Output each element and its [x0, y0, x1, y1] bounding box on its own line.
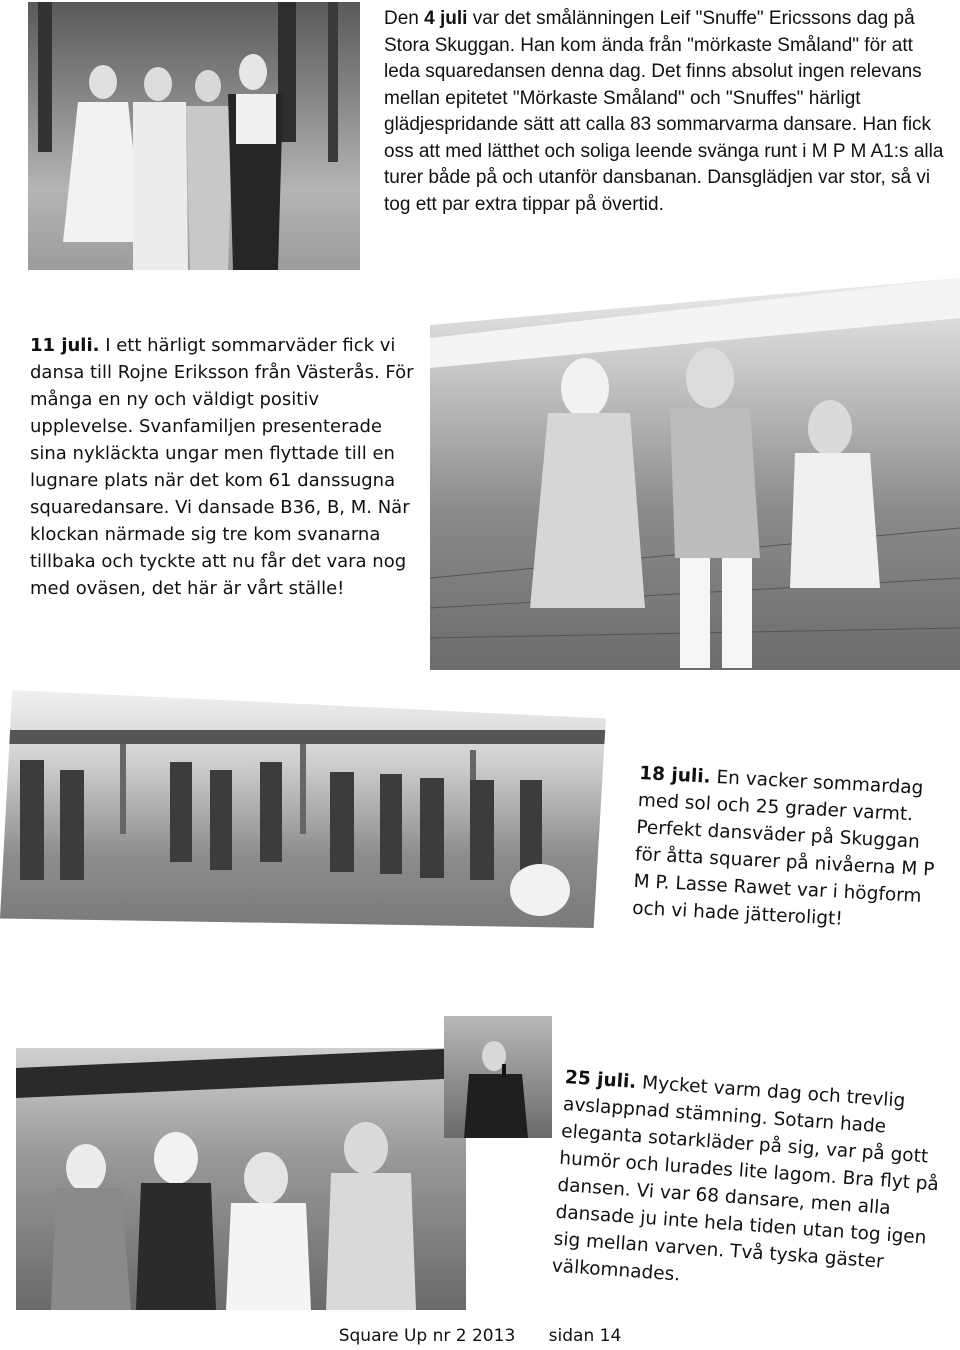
- footer-magazine-issue: Square Up nr 2 2013: [338, 1326, 516, 1346]
- section-18-juli-text: [632, 760, 940, 937]
- section-18-juli-body: En vacker sommardag med sol och 25 grader varmt. Perfekt dansväder på Skuggan för åtta squarer på nivåerna M P M P. Lasse Rawet var i högform och vi hade jätteroligt!: [631, 766, 935, 930]
- footer-page-number: sidan 14: [548, 1326, 622, 1346]
- section-4-juli-text: [384, 6, 944, 218]
- photo-dancers-circle: [0, 690, 612, 928]
- section-4-juli-pre: Den: [384, 8, 425, 29]
- section-25-juli-text: [551, 1064, 955, 1307]
- section-4-juli-date: 4 juli: [424, 8, 468, 29]
- page-footer: [0, 1326, 960, 1346]
- section-11-juli-text: [30, 332, 420, 602]
- photo-dancers-pavilion: [430, 278, 960, 670]
- section-25-juli-date: 25 juli.: [564, 1066, 638, 1093]
- section-11-juli-body: I ett härligt sommarväder fick vi dansa till Rojne Eriksson från Västerås. För många en ny och väldigt positiv upplevelse. Svanfamiljen presenterade sina nykläckta ungar men flyttade till en lugnare plats när det kom 61 danssugna squaredansare. Vi dansade B36, B, M. När klockan närmade sig tre kom svanarna tillbaka och tyckte att nu får det vara nog med oväsen, det här är vårt ställe!: [30, 335, 414, 599]
- photo-caller-microphone: [444, 1016, 552, 1138]
- section-25-juli-body: Mycket varm dag och trevlig avslappnad stämning. Sotarn hade eleganta sotarkläder på sig, var på gott humör och lurades lite lagom. Bra flyt på dansen. Vi var 68 dansare, men alla dansade ju inte hela tiden utan tog igen sig mellan varven. Två tyska gäster välkomnades.: [551, 1071, 940, 1286]
- section-18-juli-date: 18 juli.: [638, 762, 712, 788]
- section-11-juli-date: 11 juli.: [30, 335, 100, 356]
- photo-group-portrait: [28, 2, 360, 270]
- photo-crowd-dancing: [16, 1048, 466, 1310]
- section-4-juli-body: var det smålänningen Leif "Snuffe" Ericssons dag på Stora Skuggan. Han kom ända från "mörkaste Småland" för att leda squaredansen denna dag. Det finns absolut ingen relevans mellan epitetet "Mörkaste Småland" och "Snuffes" härligt glädjespridande sätt att calla 83 sommarvarma dansare. Han fick oss att med lätthet och soliga leende svänga runt i M P M A1:s alla turer både på och utanför dansbanan. Dansglädjen var stor, så vi tog ett par extra tippar på övertid.: [384, 8, 944, 215]
